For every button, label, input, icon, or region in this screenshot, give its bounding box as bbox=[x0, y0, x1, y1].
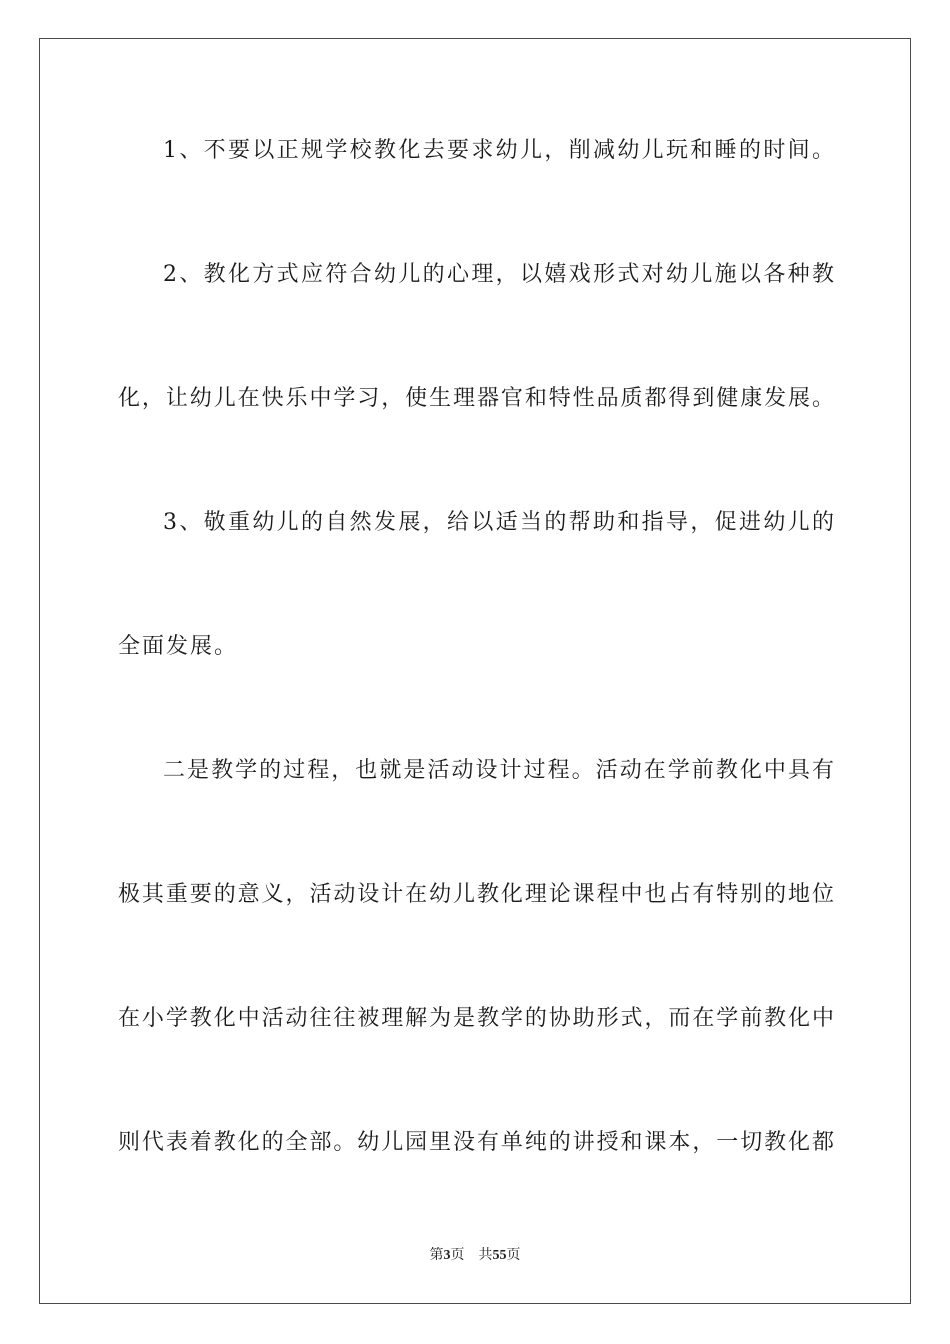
paragraph-line-6: 二是教学的过程，也就是活动设计过程。活动在学前教化中具有 bbox=[163, 758, 834, 783]
paragraph-line-3: 化，让幼儿在快乐中学习，使生理器官和特性品质都得到健康发展。 bbox=[118, 386, 834, 411]
page-number: 3 bbox=[443, 1248, 451, 1263]
page-suffix: 页 bbox=[450, 1248, 465, 1263]
total-pages: 55 bbox=[492, 1248, 507, 1263]
paragraph-line-2: 2、教化方式应符合幼儿的心理，以嬉戏形式对幼儿施以各种教 bbox=[163, 262, 834, 287]
paragraph-line-7: 极其重要的意义，活动设计在幼儿教化理论课程中也占有特别的地位 bbox=[118, 882, 834, 907]
paragraph-line-5: 全面发展。 bbox=[118, 634, 239, 659]
paragraph-line-9: 则代表着教化的全部。幼儿园里没有单纯的讲授和课本，一切教化都 bbox=[118, 1130, 834, 1155]
paragraph-line-4: 3、敬重幼儿的自然发展，给以适当的帮助和指导，促进幼儿的 bbox=[163, 510, 834, 535]
page-border bbox=[39, 38, 911, 1304]
page-footer bbox=[0, 1247, 950, 1265]
total-prefix: 共 bbox=[478, 1248, 493, 1263]
paragraph-line-1: 1、不要以正规学校教化去要求幼儿，削减幼儿玩和睡的时间。 bbox=[163, 138, 834, 163]
page-prefix: 第 bbox=[429, 1248, 444, 1263]
total-suffix: 页 bbox=[506, 1248, 521, 1263]
paragraph-line-8: 在小学教化中活动往往被理解为是教学的协助形式，而在学前教化中 bbox=[118, 1006, 834, 1031]
